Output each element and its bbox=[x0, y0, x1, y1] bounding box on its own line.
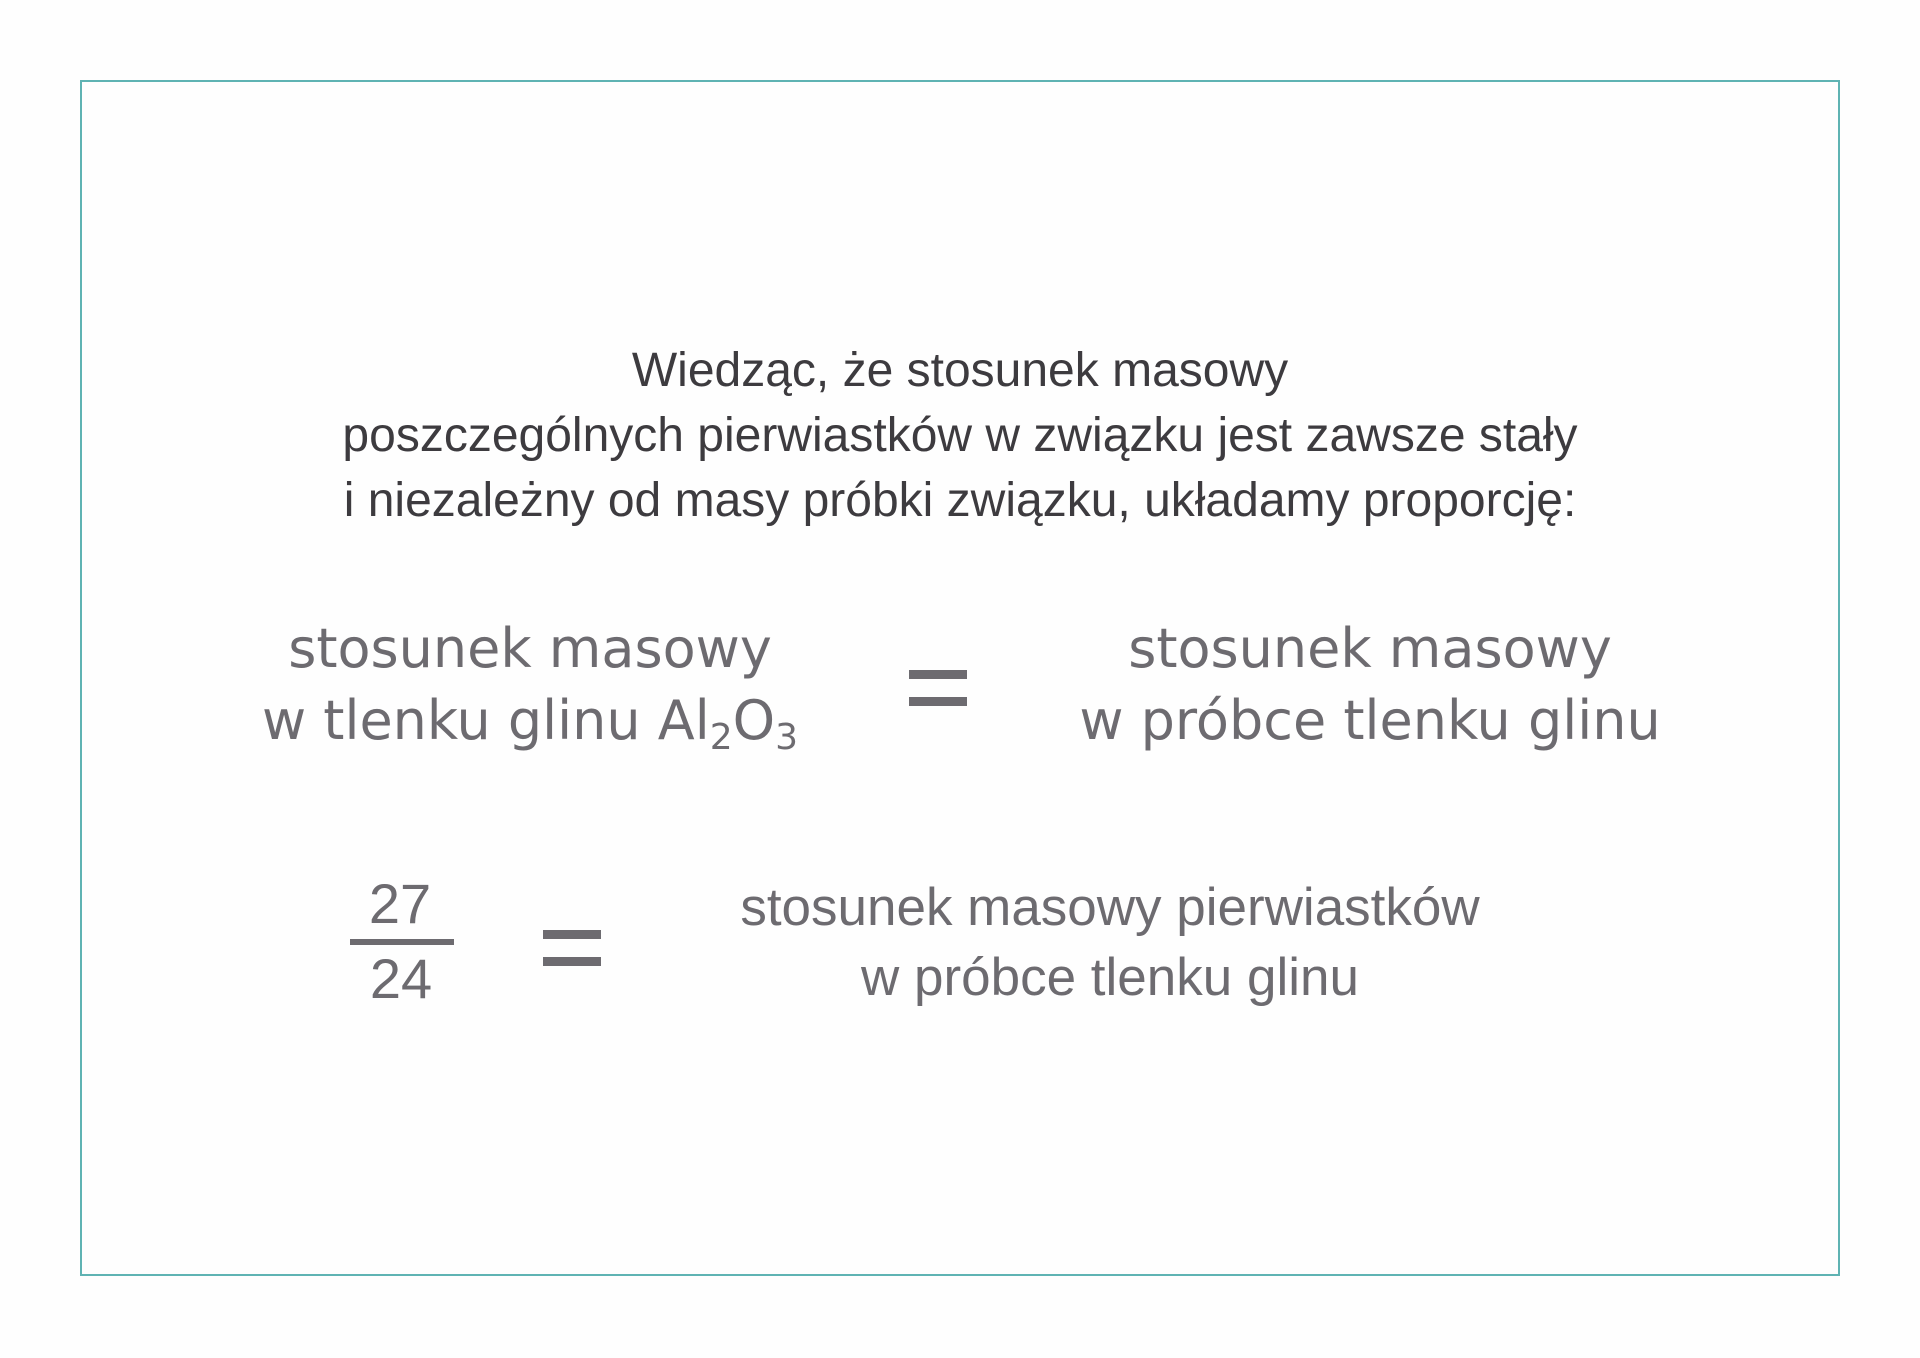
intro-line-3: i niezależny od masy próbki związku, układamy proporcję: bbox=[343, 474, 1577, 527]
equation1-right-line-2: w próbce tlenku glinu bbox=[1079, 689, 1661, 752]
oxygen-symbol: O bbox=[732, 689, 776, 752]
mass-ratio-fraction bbox=[345, 872, 455, 1011]
equals-sign-1 bbox=[909, 670, 967, 706]
equation1-right-line-1: stosunek masowy bbox=[1128, 617, 1612, 680]
equation1-left-line-2-text: w tlenku glinu Al bbox=[261, 689, 710, 752]
intro-line-1: Wiedząc, że stosunek masowy bbox=[631, 344, 1289, 397]
equation1-left-side bbox=[200, 613, 860, 757]
equals-sign-2 bbox=[543, 930, 601, 966]
equation2-right-side bbox=[660, 873, 1560, 1013]
equation2-right-line-1: stosunek masowy pierwiastków bbox=[740, 878, 1480, 937]
equation2-right-line-2: w próbce tlenku glinu bbox=[861, 948, 1359, 1007]
fraction-bar bbox=[350, 939, 454, 945]
equation1-left-line-1: stosunek masowy bbox=[288, 617, 772, 680]
equation1-left-line-2 bbox=[200, 685, 860, 757]
intro-text bbox=[0, 338, 1920, 533]
subscript-2: 2 bbox=[709, 717, 733, 758]
subscript-3: 3 bbox=[775, 717, 799, 758]
equation1-right-side bbox=[1030, 613, 1710, 757]
fraction-denominator: 24 bbox=[369, 947, 433, 1010]
fraction-numerator: 27 bbox=[368, 872, 432, 935]
intro-line-2: poszczególnych pierwiastków w związku jest zawsze stały bbox=[342, 409, 1578, 462]
